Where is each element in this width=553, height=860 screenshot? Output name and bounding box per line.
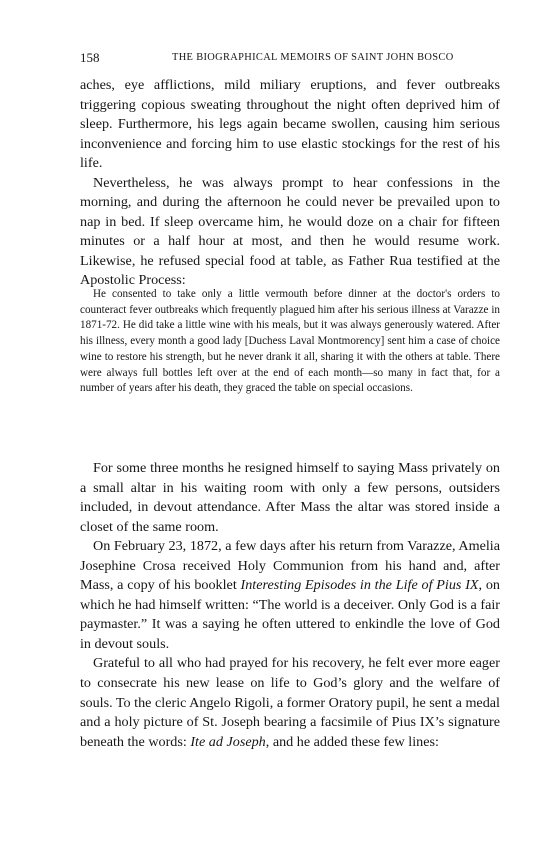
page-header xyxy=(80,50,500,66)
paragraph-communion xyxy=(80,537,500,654)
page-number: 158 xyxy=(80,50,100,65)
paragraph-private-mass: For some three months he resigned himself to saying Mass privately on a small altar in his waiting room with only a few persons, outsiders included, in devout attendance. After Mass the altar was stored inside a closet of the same room. xyxy=(80,460,500,535)
paragraph-gratitude xyxy=(80,654,500,752)
paragraph-continuation: aches, eye afflictions, mild miliary eruptions, and fever outbreaks triggering copious sweating throughout the night often deprived him of sleep. Furthermore, his legs again became swollen, causing him serious inconvenience and forcing him to use elastic stockings for the rest of his life. xyxy=(80,77,500,172)
paragraph-confessions: Nevertheless, he was always prompt to hear confessions in the morning, and during the afternoon he could never be prevailed upon to nap in bed. If sleep overcame him, he would doze on a chair for fifteen minutes or a half hour at most, and then he would resume work. Likewise, he refused special food at table, as Father Rua testified at the Apostolic Process: xyxy=(80,174,500,289)
running-title: THE BIOGRAPHICAL MEMOIRS OF SAINT JOHN BOSCO xyxy=(172,52,454,63)
quote-text: He consented to take only a little vermouth before dinner at the doctor's orders to counteract fever outbreaks which frequently plagued him after his serious illness at Varazze in 1871-72. He did take a little wine with his meals, but it was always generously watered. After his illness, every month a good lady [Duchess Laval Montmorency] sent him a case of choice wine to restore his strength, but he never drank it all, sharing it with the others at table. There were always full bottles left over at the end of each month—so many in fact that, for a number of years after his death, they graced the table on special occasions. xyxy=(80,288,500,395)
gratitude-text-start: Grateful to all who had prayed for his recovery, he felt ever more eager to consecrate his new lease on life to God’s glory and the welfare of souls. To the cleric Angelo Rigoli, a former Oratory pupil, he sent a medal and a holy picture of St. Joseph bearing a facsimile of Pius IX’s signature beneath the words: xyxy=(80,655,500,750)
body-text-top xyxy=(80,76,500,291)
communion-text-end: , on which he had himself written: “The world is a deceiver. Only God is a fair paymaster.” It was a saying he often uttered to enkindle the love of God in devout souls. xyxy=(80,577,501,652)
gratitude-text-end: , and he added these few lines: xyxy=(265,733,439,750)
booklet-title: Interesting Episodes in the Life of Pius IX xyxy=(240,577,479,594)
body-text-bottom xyxy=(80,459,500,752)
latin-phrase: Ite ad Joseph xyxy=(190,733,266,750)
block-quote xyxy=(80,287,500,397)
communion-text-start: On February 23, 1872, a few days after his return from Varazze, Amelia Josephine Crosa received Holy Communion from his hand and, after Mass, a copy of his booklet xyxy=(80,538,500,594)
